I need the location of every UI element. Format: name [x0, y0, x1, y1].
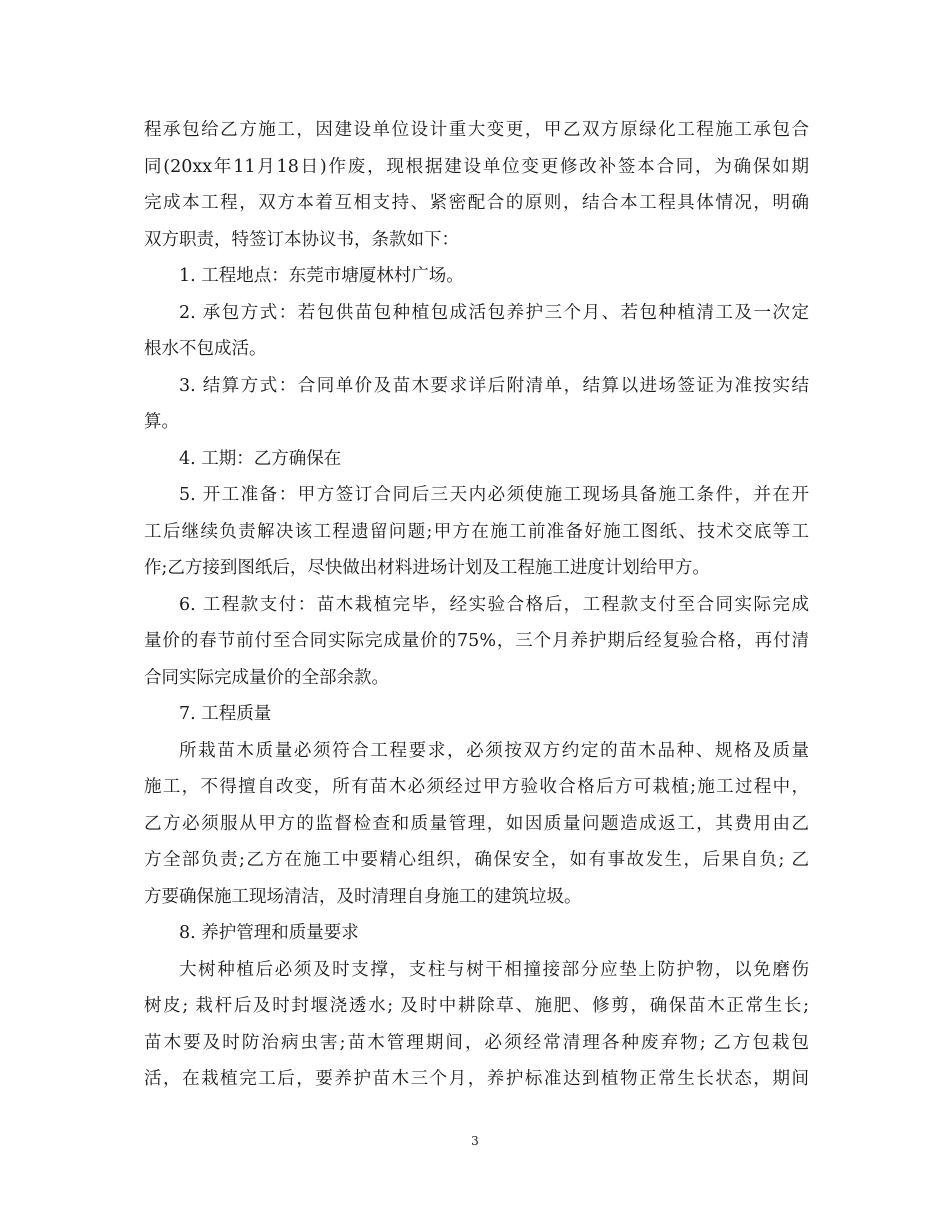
text-line: 3. 结算方式：合同单价及苗木要求详后附清单，结算以进场签证为准按实结	[179, 375, 809, 396]
text-line: 合同实际完成量价的全部余款。	[144, 667, 389, 688]
text-line: 完成本工程，双方本着互相支持、紧密配合的原则，结合本工程具体情况，明确	[144, 193, 809, 213]
text-line: 2. 承包方式：若包供苗包种植包成活包养护三个月、若包种植清工及一次定	[179, 302, 809, 323]
text-line: 8. 养护管理和质量要求	[179, 923, 359, 943]
text-line: 大树种植后必须及时支撑，支柱与树干相撞接部分应垫上防护物，以免磨伤	[179, 959, 809, 980]
text-line: 作;乙方接到图纸后，尽快做出材料进场计划及工程施工进度计划给甲方。	[144, 558, 710, 578]
text-line: 量价的春节前付至合同实际完成量价的75%，三个月养护期后经复验合格，再付清	[144, 631, 809, 651]
text-line: 算。	[144, 412, 179, 432]
text-line: 工后继续负责解决该工程遗留问题;甲方在施工前准备好施工图纸、技术交底等工	[144, 521, 809, 542]
text-line: 根水不包成活。	[144, 339, 267, 359]
text-line: 程承包给乙方施工，因建设单位设计重大变更，甲乙双方原绿化工程施工承包合	[144, 120, 809, 140]
document-body	[144, 112, 809, 1098]
text-line: 7. 工程质量	[179, 704, 272, 724]
text-line: 乙方必须服从甲方的监督检查和质量管理，如因质量问题造成返工，其费用由乙	[144, 813, 809, 834]
text-line: 6. 工程款支付：苗木栽植完毕，经实验合格后，工程款支付至合同实际完成	[179, 594, 809, 615]
text-line: 施工，不得擅自改变，所有苗木必须经过甲方验收合格后方可栽植;施工过程中，	[144, 777, 809, 797]
text-line: 1. 工程地点：东莞市塘厦林村广场。	[179, 266, 464, 286]
text-line: 树皮; 栽杆后及时封堰浇透水; 及时中耕除草、施肥、修剪，确保苗木正常生长;	[144, 996, 809, 1016]
text-line: 活，在栽植完工后，要养护苗木三个月，养护标准达到植物正常生长状态，期间	[144, 1069, 809, 1089]
page-number: 3	[471, 1134, 479, 1148]
text-line: 双方职责，特签订本协议书，条款如下：	[144, 229, 459, 250]
text-line: 苗木要及时防治病虫害;苗木管理期间，必须经常清理各种废弃物; 乙方包栽包	[144, 1032, 809, 1053]
text-line: 方全部负责;乙方在施工中要精心组织，确保安全，如有事故发生，后果自负; 乙	[144, 850, 809, 870]
text-line: 4. 工期：乙方确保在	[179, 448, 342, 469]
text-line: 同(20xx年11月18日)作废，现根据建设单位变更修改补签本合同，为确保如期	[144, 156, 809, 177]
text-line: 方要确保施工现场清洁，及时清理自身施工的建筑垃圾。	[144, 886, 582, 907]
text-line: 5. 开工准备：甲方签订合同后三天内必须使施工现场具备施工条件，并在开	[179, 485, 809, 505]
text-line: 所栽苗木质量必须符合工程要求，必须按双方约定的苗木品种、规格及质量	[179, 740, 809, 761]
